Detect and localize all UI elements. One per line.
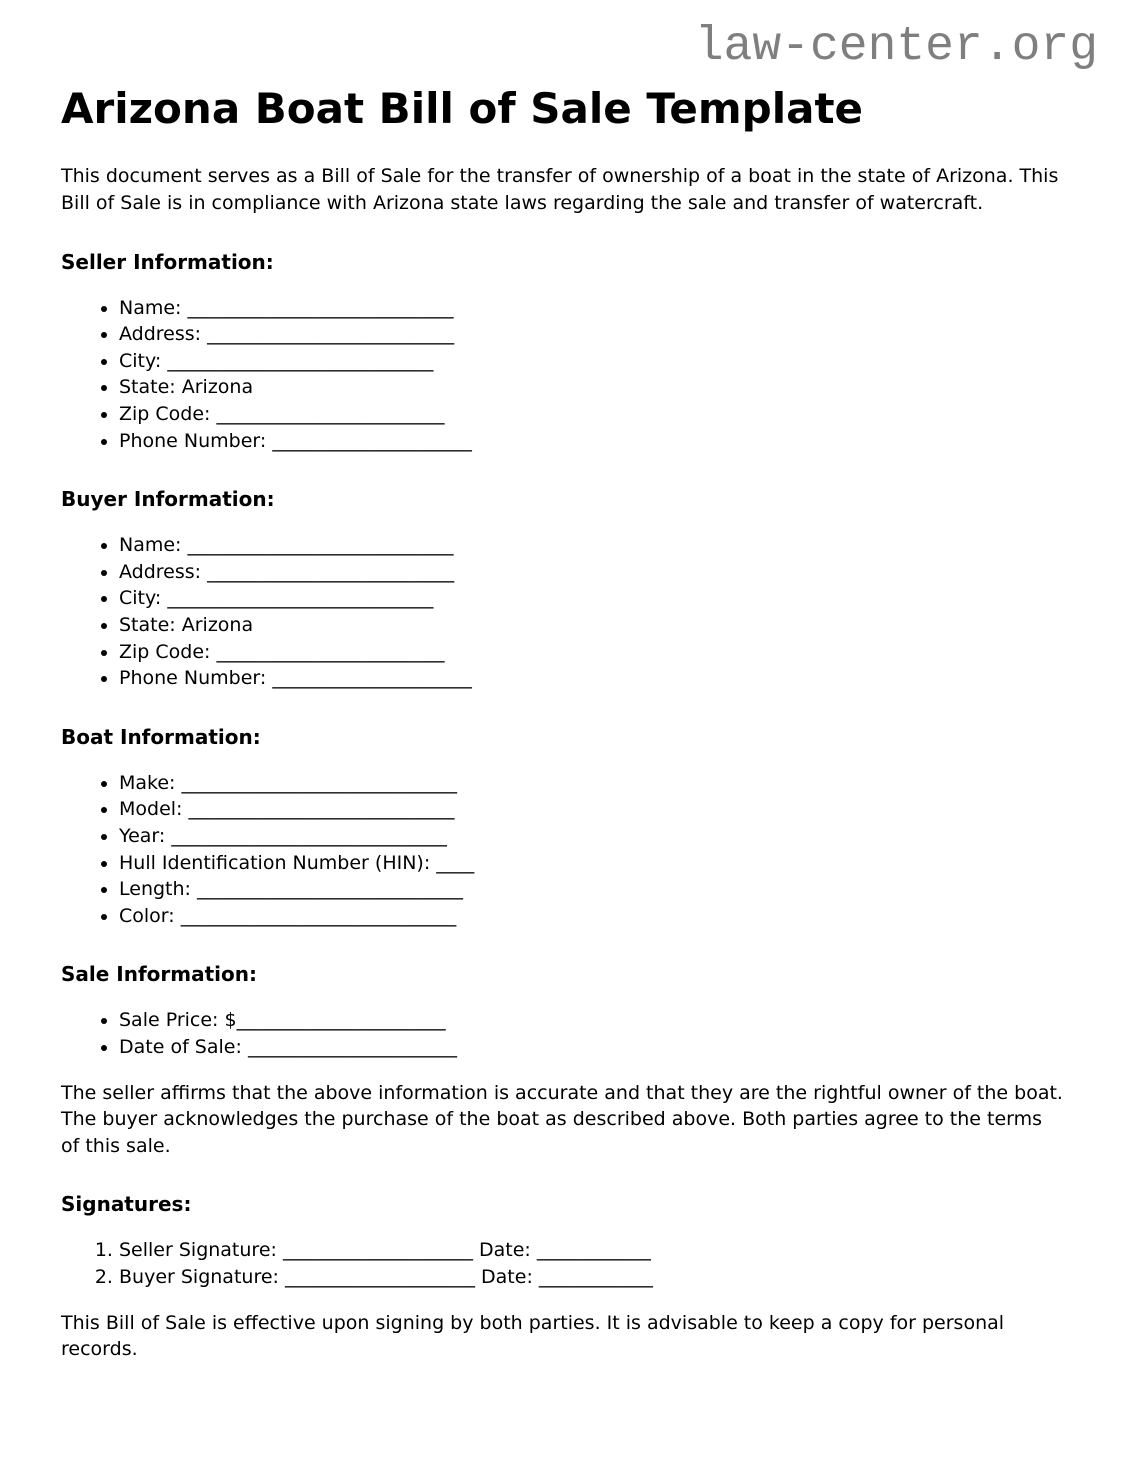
blank-line: _____________________________ — [171, 824, 447, 847]
blank-line: ____________________________ — [187, 296, 454, 319]
field-label: Date of Sale: — [119, 1035, 242, 1058]
blank-line: ________________________ — [216, 640, 445, 663]
sale-field-list — [61, 1007, 1066, 1060]
field-label: Zip Code: — [119, 640, 211, 663]
date-label: Date: — [481, 1265, 533, 1288]
field-label: Name: — [119, 534, 182, 557]
signature-label: Buyer Signature: — [119, 1265, 279, 1288]
section-boat-information — [61, 723, 1066, 930]
list-item — [119, 850, 1066, 877]
blank-line: ____________________________ — [167, 349, 434, 372]
field-label: Hull Identification Number (HIN): — [119, 851, 431, 874]
boat-field-list — [61, 770, 1066, 930]
date-blank-line: ____________ — [536, 1239, 651, 1262]
field-label: Color: — [119, 904, 175, 927]
blank-line: __________________________ — [207, 560, 455, 583]
blank-line: _____________________ — [272, 667, 472, 690]
field-label: Address: — [119, 323, 202, 346]
list-item — [119, 823, 1066, 850]
signature-blank-line: ____________________ — [282, 1239, 473, 1262]
field-label: Zip Code: — [119, 403, 211, 426]
list-item — [119, 321, 1066, 348]
list-item — [119, 639, 1066, 666]
section-heading: Seller Information: — [61, 249, 274, 274]
section-seller-information — [61, 248, 1066, 455]
field-label: State: — [119, 614, 176, 637]
section-heading: Boat Information: — [61, 724, 261, 749]
list-item — [119, 559, 1066, 586]
field-label: Sale Price: — [119, 1009, 219, 1032]
field-label: City: — [119, 349, 162, 372]
field-label: State: — [119, 376, 176, 399]
signature-label: Seller Signature: — [119, 1239, 277, 1262]
blank-line: ____ — [436, 851, 475, 874]
blank-line: ____________________________ — [188, 798, 455, 821]
field-label: Year: — [119, 824, 166, 847]
field-value: Arizona — [181, 376, 254, 399]
blank-line: _____________________ — [272, 429, 472, 452]
list-item — [119, 1007, 1066, 1034]
list-item — [119, 770, 1066, 797]
list-item — [119, 612, 1066, 639]
page-title: Arizona Boat Bill of Sale Template — [61, 84, 864, 134]
section-heading: Signatures: — [61, 1192, 192, 1217]
blank-line: _____________________________ — [181, 771, 457, 794]
list-item — [119, 665, 1066, 692]
blank-line: __________________________ — [207, 323, 455, 346]
date-blank-line: ____________ — [538, 1265, 653, 1288]
blank-line: ______________________ — [247, 1035, 457, 1058]
list-item — [119, 876, 1066, 903]
field-value: Arizona — [181, 614, 254, 637]
section-sale-information — [61, 960, 1066, 1060]
seller-field-list — [61, 295, 1066, 455]
list-item — [119, 1034, 1066, 1061]
affirmation-paragraph: The seller affirms that the above information is accurate and that they are the rightful owner of the boat. The buyer acknowledges the purchase of the boat as described above. Both parties agree to the terms of this sale. — [61, 1081, 1063, 1157]
field-label: Make: — [119, 771, 176, 794]
list-item — [119, 532, 1066, 559]
list-item — [119, 401, 1066, 428]
list-item — [119, 348, 1066, 375]
signature-row — [119, 1264, 1066, 1291]
field-label: Length: — [119, 878, 191, 901]
brand-logo: law-center.org — [694, 20, 1098, 74]
blank-line: ____________________________ — [167, 587, 434, 610]
field-label: City: — [119, 587, 162, 610]
blank-line: _____________________________ — [180, 904, 457, 927]
blank-line: ____________________________ — [187, 534, 454, 557]
field-label: Phone Number: — [119, 429, 267, 452]
blank-line: $______________________ — [224, 1009, 446, 1032]
field-label: Name: — [119, 296, 182, 319]
section-heading: Buyer Information: — [61, 487, 275, 512]
section-signatures — [61, 1190, 1066, 1290]
signature-blank-line: ____________________ — [284, 1265, 475, 1288]
blank-line: ________________________ — [216, 403, 445, 426]
section-heading: Sale Information: — [61, 962, 257, 987]
document-content — [61, 20, 1098, 1363]
list-item — [119, 585, 1066, 612]
field-label: Address: — [119, 560, 202, 583]
list-item — [119, 428, 1066, 455]
signature-row — [119, 1237, 1066, 1264]
closing-paragraph: This Bill of Sale is effective upon signing by both parties. It is advisable to keep a copy for personal records. — [61, 1311, 1005, 1361]
blank-line: ____________________________ — [196, 878, 463, 901]
date-label: Date: — [479, 1239, 531, 1262]
buyer-field-list — [61, 532, 1066, 692]
field-label: Phone Number: — [119, 667, 267, 690]
field-label: Model: — [119, 798, 183, 821]
list-item — [119, 295, 1066, 322]
intro-paragraph: This document serves as a Bill of Sale for the transfer of ownership of a boat in the state of Arizona. This Bill of Sale is in compliance with Arizona state laws regarding the sale and transfer of watercraft. — [61, 165, 1059, 215]
section-buyer-information — [61, 485, 1066, 692]
list-item — [119, 374, 1066, 401]
list-item — [119, 796, 1066, 823]
signature-list — [61, 1237, 1066, 1290]
list-item — [119, 903, 1066, 930]
